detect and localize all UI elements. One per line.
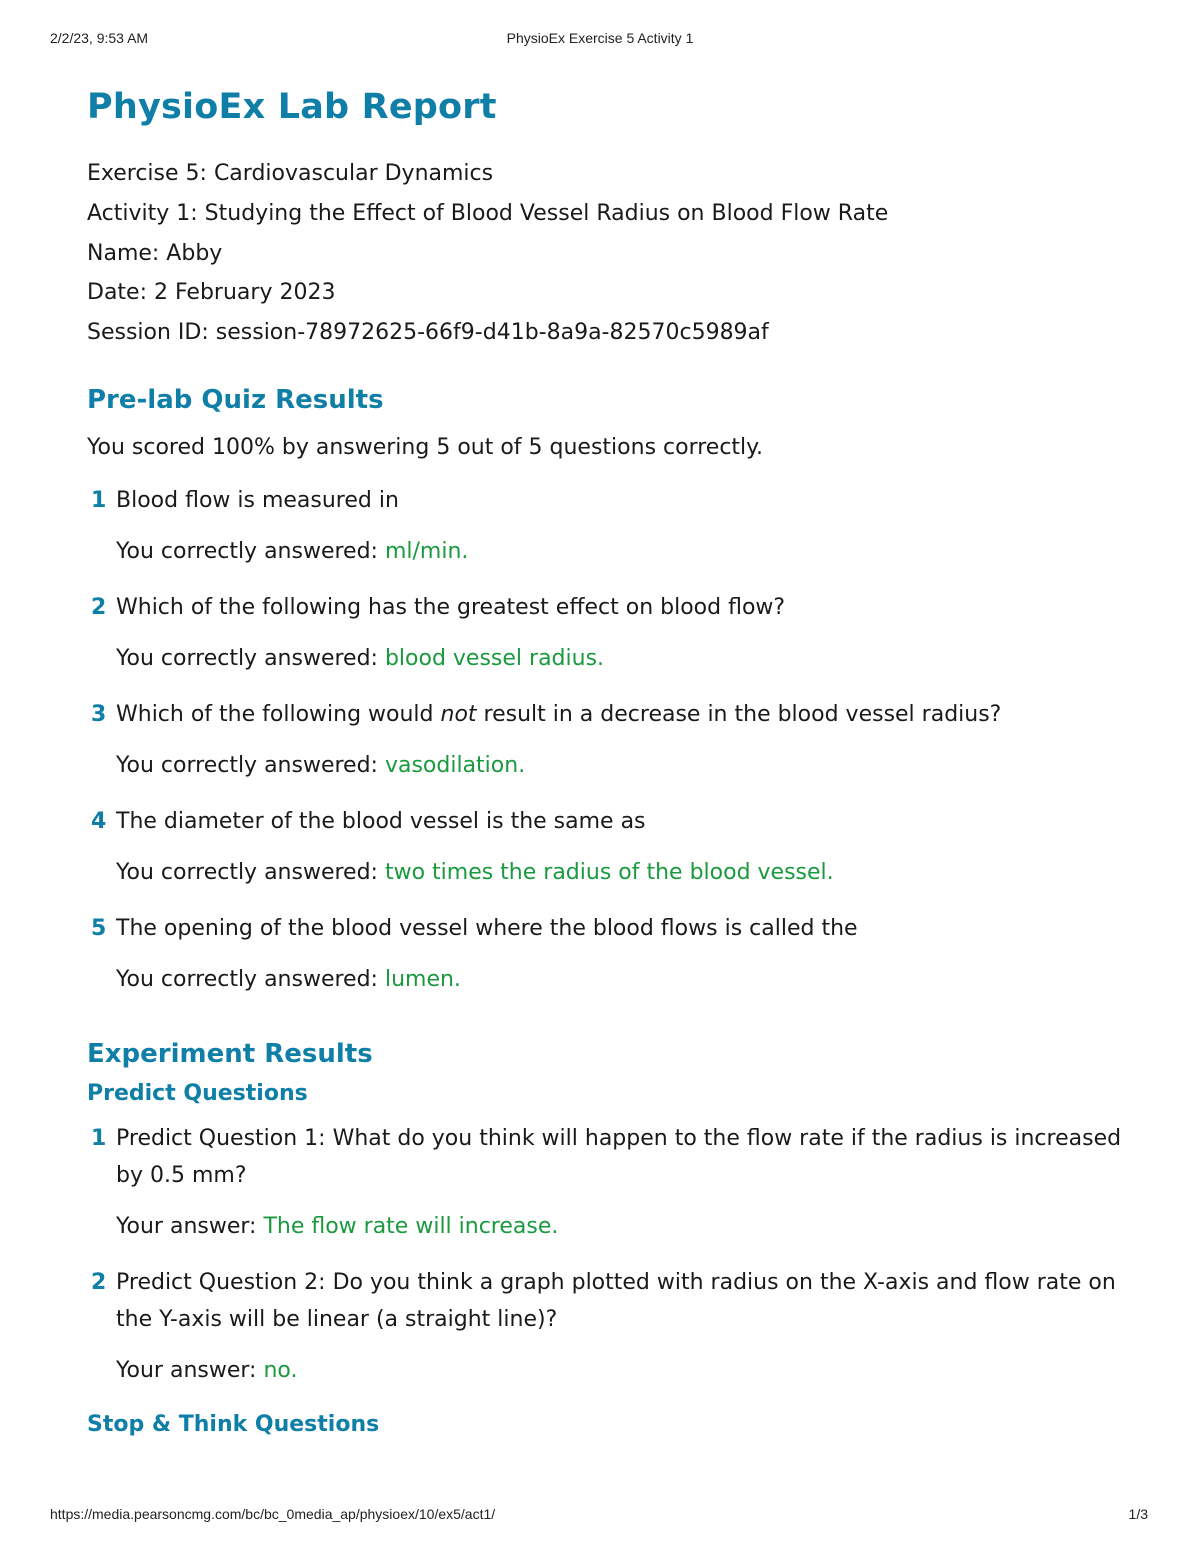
activity-line: Activity 1: Studying the Effect of Blood Vessel Radius on Blood Flow Rate xyxy=(87,200,889,226)
report-meta xyxy=(87,154,1127,353)
answer-prefix: You correctly answered: xyxy=(116,538,385,564)
question-number: 5 xyxy=(91,915,107,941)
question-text: The opening of the blood vessel where the blood flows is called the xyxy=(116,915,858,941)
answer-prefix: Your answer: xyxy=(116,1213,264,1239)
question-answer xyxy=(116,644,1127,674)
page-number: 1/3 xyxy=(1128,1506,1148,1522)
correct-answer: vasodilation. xyxy=(384,752,526,778)
question-answer xyxy=(116,537,1127,567)
correct-answer: lumen. xyxy=(384,966,461,992)
date-line: Date: 2 February 2023 xyxy=(87,280,336,306)
stop-think-heading: Stop & Think Questions xyxy=(87,1411,380,1437)
prelab-question xyxy=(87,696,1127,781)
exercise-line: Exercise 5: Cardiovascular Dynamics xyxy=(87,161,494,186)
question-text-emphasis: not xyxy=(440,701,477,727)
experiment-heading: Experiment Results xyxy=(87,1038,373,1069)
correct-answer: blood vessel radius. xyxy=(384,645,605,671)
print-footer xyxy=(50,1506,1150,1524)
correct-answer: ml/min. xyxy=(384,538,469,564)
question-text: Which of the following has the greatest effect on blood flow? xyxy=(116,594,786,620)
page-url[interactable]: https://media.pearsoncmg.com/bc/bc_0media_ap/physioex/10/ex5/act1/ xyxy=(50,1506,496,1522)
question-number: 2 xyxy=(91,594,107,620)
question-answer xyxy=(116,858,1127,888)
print-page-title: PhysioEx Exercise 5 Activity 1 xyxy=(506,30,694,46)
prelab-score: You scored 100% by answering 5 out of 5 questions correctly. xyxy=(87,434,764,460)
prelab-question xyxy=(87,589,1127,674)
answer-prefix: You correctly answered: xyxy=(116,859,385,885)
prelab-question xyxy=(87,910,1127,995)
prelab-heading: Pre-lab Quiz Results xyxy=(87,384,384,415)
answer-prefix: You correctly answered: xyxy=(116,645,385,671)
question-number: 4 xyxy=(91,808,107,834)
print-datetime: 2/2/23, 9:53 AM xyxy=(50,30,149,46)
predict-question xyxy=(87,1264,1127,1386)
question-text: The diameter of the blood vessel is the same as xyxy=(116,808,646,834)
prelab-question xyxy=(87,803,1127,888)
question-text-after: result in a decrease in the blood vessel radius? xyxy=(476,701,1002,727)
report-title: PhysioEx Lab Report xyxy=(87,87,497,127)
question-text-before: Which of the following would xyxy=(116,701,441,727)
question-answer xyxy=(116,1356,1127,1386)
question-number: 1 xyxy=(91,487,107,513)
your-answer: The flow rate will increase. xyxy=(263,1213,559,1239)
answer-prefix: You correctly answered: xyxy=(116,752,385,778)
name-line: Name: Abby xyxy=(87,240,223,266)
prelab-question xyxy=(87,482,1127,567)
answer-prefix: Your answer: xyxy=(116,1357,264,1383)
correct-answer: two times the radius of the blood vessel. xyxy=(384,859,834,885)
question-text: Blood flow is measured in xyxy=(116,487,399,513)
question-text: Predict Question 1: What do you think will happen to the flow rate if the radius is increased by 0.5 mm? xyxy=(116,1125,1122,1188)
question-number: 3 xyxy=(91,701,107,727)
question-number: 2 xyxy=(91,1269,107,1295)
your-answer: no. xyxy=(263,1357,298,1383)
question-answer xyxy=(116,965,1127,995)
predict-heading: Predict Questions xyxy=(87,1080,308,1106)
question-answer xyxy=(116,751,1127,781)
question-number: 1 xyxy=(91,1125,107,1151)
question-answer xyxy=(116,1212,1127,1242)
report-content xyxy=(87,84,1127,1440)
session-line: Session ID: session-78972625-66f9-d41b-8a9a-82570c5989af xyxy=(87,320,769,346)
answer-prefix: You correctly answered: xyxy=(116,966,385,992)
predict-question xyxy=(87,1120,1127,1242)
question-text xyxy=(116,696,1127,733)
question-text: Predict Question 2: Do you think a graph plotted with radius on the X-axis and flow rate on the Y-axis will be linear (a straight line)? xyxy=(116,1269,1116,1332)
print-header xyxy=(50,30,1150,48)
